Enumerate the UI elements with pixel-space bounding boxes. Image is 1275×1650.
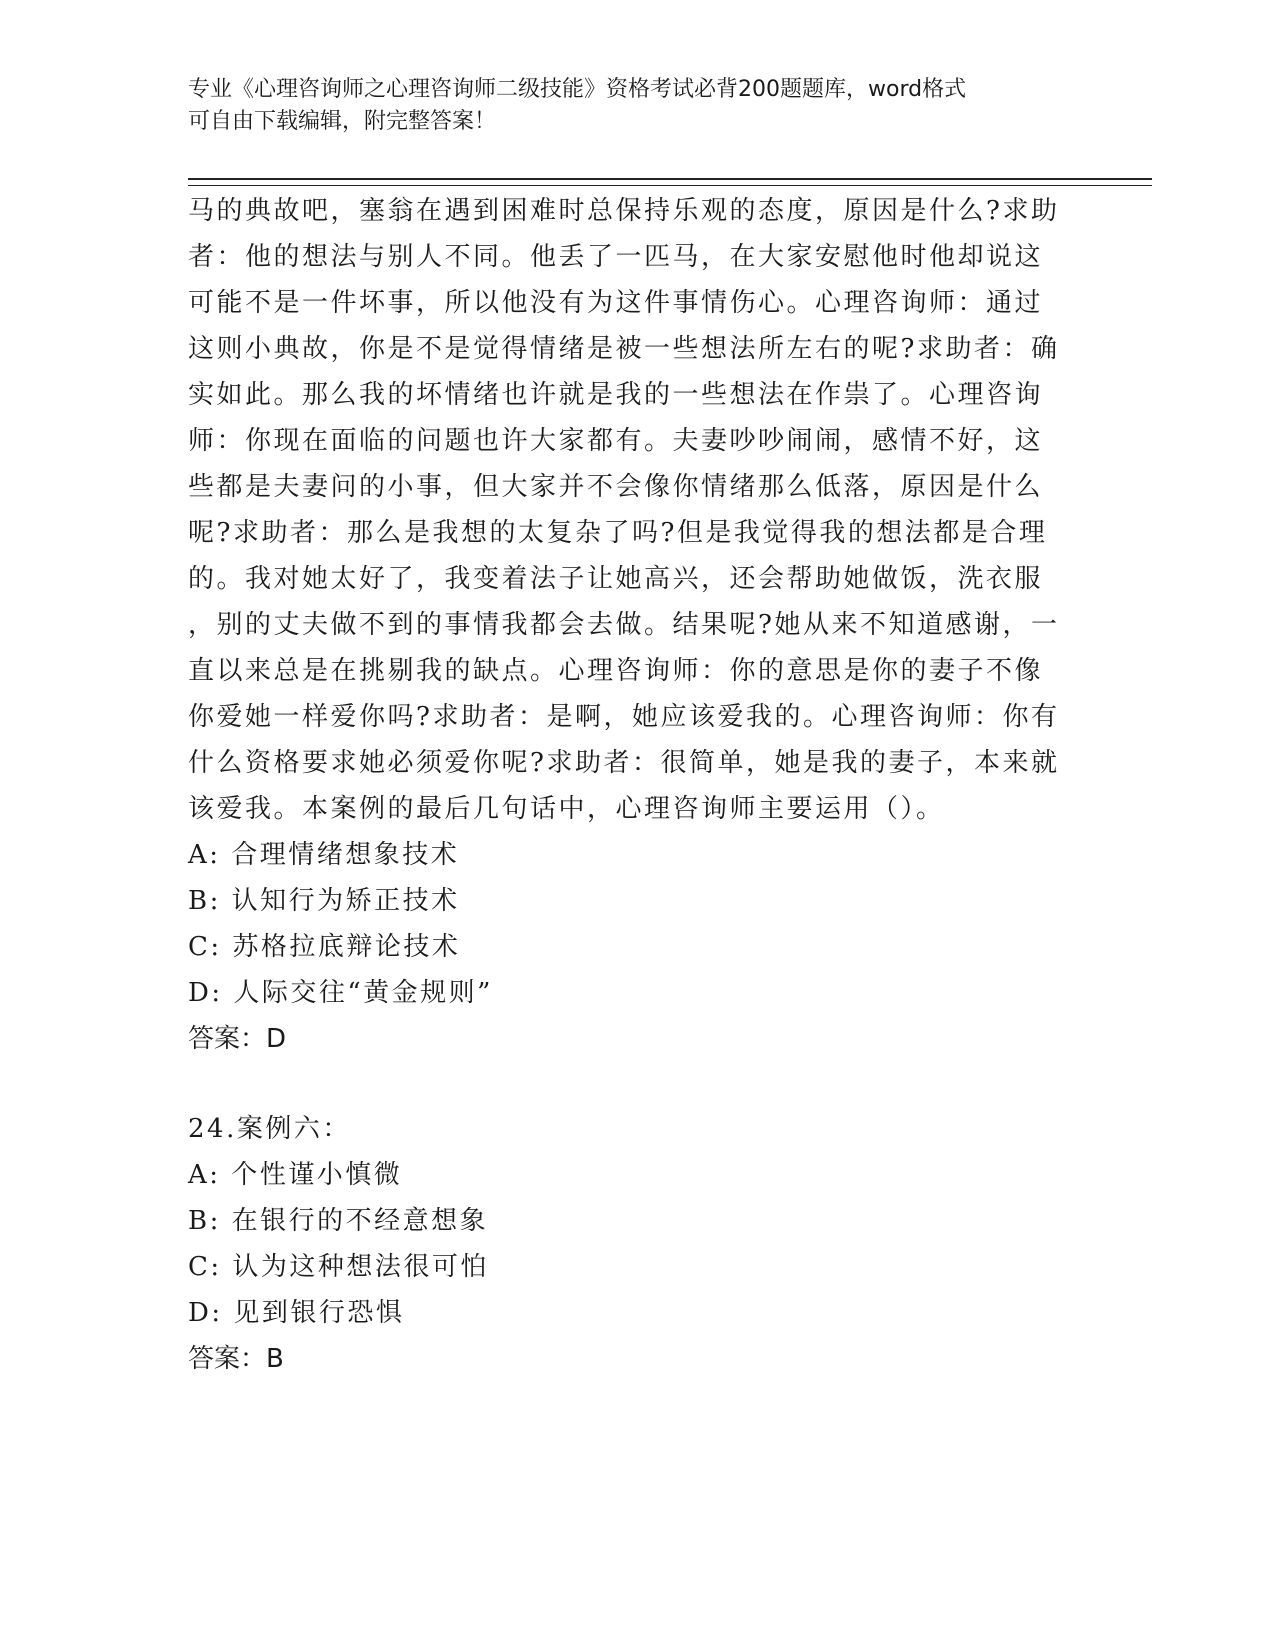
- stem-line: 的。我对她太好了，我变着法子让她高兴，还会帮助她做饭，洗衣服: [188, 564, 1044, 594]
- page-header: [188, 74, 1068, 138]
- stem-line: 实如此。那么我的坏情绪也许就是我的一些想法在作祟了。心理咨询: [188, 380, 1044, 410]
- question-stem: [188, 188, 1068, 832]
- option-a: A: 个性谨小慎微: [188, 1160, 403, 1190]
- option-c: C: 苏格拉底辩论技术: [188, 932, 461, 962]
- stem-line: 什么资格要求她必须爱你呢?求助者：很简单，她是我的妻子，本来就: [188, 748, 1060, 778]
- header-title-line-1: 专业《心理咨询师之心理咨询师二级技能》资格考试必背200题题库，word格式: [188, 77, 967, 102]
- stem-line: 师：你现在面临的问题也许大家都有。夫妻吵吵闹闹，感情不好，这: [188, 426, 1044, 456]
- stem-line: 这则小典故，你是不是觉得情绪是被一些想法所左右的呢?求助者：确: [188, 334, 1060, 364]
- question-24: [188, 1106, 1068, 1382]
- header-title-line-2: 可自由下载编辑，附完整答案！: [188, 109, 497, 134]
- option-c: C: 认为这种想法很可怕: [188, 1252, 489, 1282]
- question-options: [188, 832, 1068, 1016]
- option-a: A: 合理情绪想象技术: [188, 840, 460, 870]
- header-divider-thick: [188, 178, 1152, 180]
- option-b: B: 在银行的不经意想象: [188, 1206, 489, 1236]
- stem-line: 可能不是一件坏事，所以他没有为这件事情伤心。心理咨询师：通过: [188, 288, 1044, 318]
- stem-line: 你爱她一样爱你吗?求助者：是啊，她应该爱我的。心理咨询师：你有: [188, 702, 1060, 732]
- question-options: [188, 1152, 1068, 1336]
- option-d: D: 见到银行恐惧: [188, 1298, 405, 1328]
- answer-label: 答案：B: [188, 1344, 284, 1374]
- option-d: D: 人际交往“黄金规则”: [188, 978, 493, 1008]
- header-divider-thin: [188, 185, 1152, 186]
- stem-line: 马的典故吧，塞翁在遇到困难时总保持乐观的态度，原因是什么?求助: [188, 196, 1060, 226]
- option-b: B: 认知行为矫正技术: [188, 886, 460, 916]
- question-spacer: [188, 1062, 1068, 1106]
- question-23: [188, 188, 1068, 1062]
- stem-line: 些都是夫妻问的小事，但大家并不会像你情绪那么低落，原因是什么: [188, 472, 1044, 502]
- answer-label: 答案：D: [188, 1024, 287, 1054]
- question-title: 24.案例六：: [188, 1114, 351, 1144]
- stem-line: 该爱我。本案例的最后几句话中，心理咨询师主要运用（）。: [188, 794, 945, 824]
- stem-line: ，别的丈夫做不到的事情我都会去做。结果呢?她从来不知道感谢，一: [188, 610, 1060, 640]
- stem-line: 直以来总是在挑剔我的缺点。心理咨询师：你的意思是你的妻子不像: [188, 656, 1044, 686]
- document-body: [188, 188, 1068, 1382]
- stem-line: 呢?求助者：那么是我想的太复杂了吗?但是我觉得我的想法都是合理: [188, 518, 1048, 548]
- stem-line: 者：他的想法与别人不同。他丢了一匹马，在大家安慰他时他却说这: [188, 242, 1044, 272]
